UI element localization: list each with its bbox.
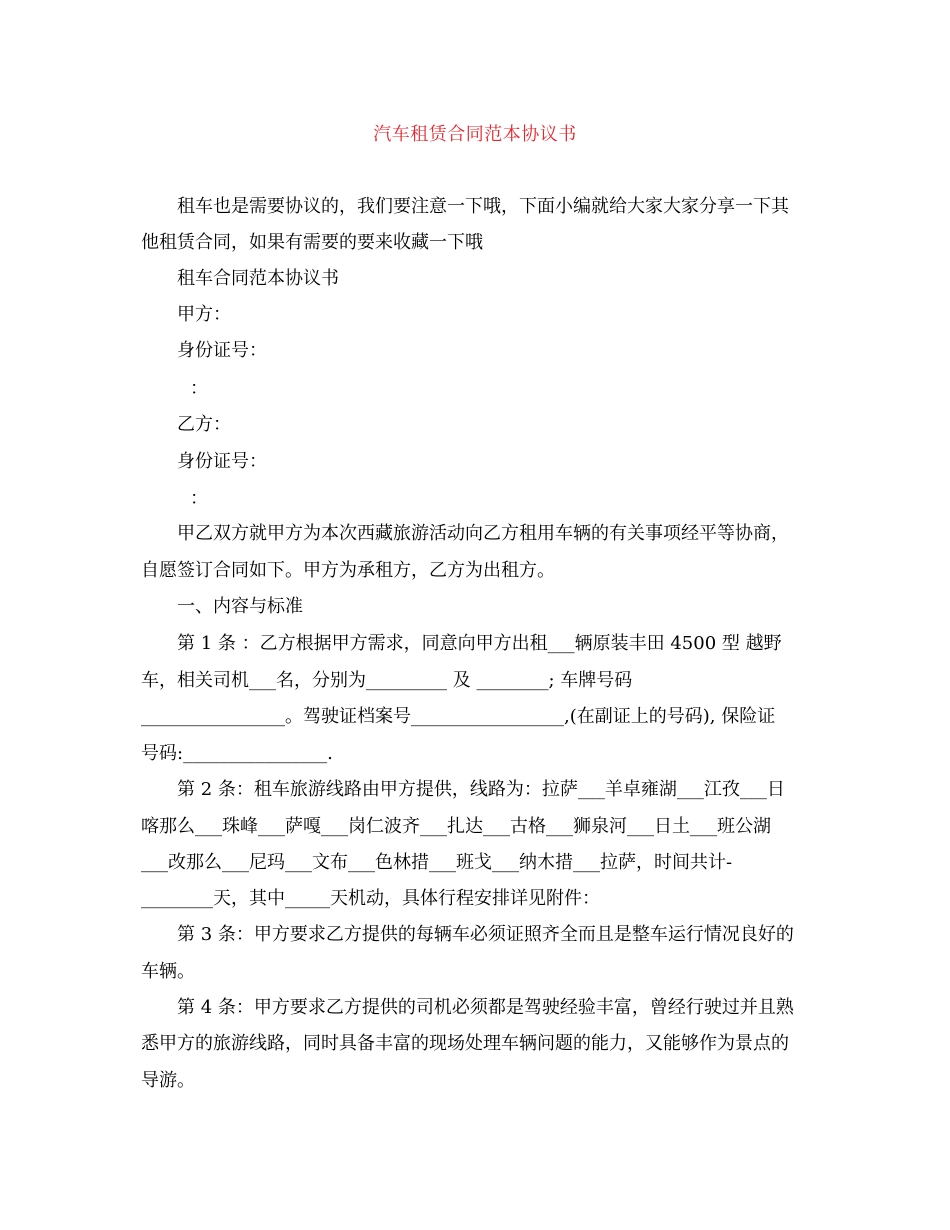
article-1-line-4: 号码:________________. bbox=[141, 743, 333, 764]
contract-heading: 租车合同范本协议书 bbox=[177, 268, 339, 289]
article-1-line-2: 车，相关司机___名，分别为_________ 及 ________; 车牌号码 bbox=[141, 670, 633, 691]
agreement-line-2: 自愿签订合同如下。甲方为承租方，乙方为出租方。 bbox=[141, 560, 555, 581]
party-a-blank-field: ： bbox=[190, 378, 208, 399]
article-4-line-1: 第 4 条：甲方要求乙方提供的司机必须都是驾驶经验丰富，曾经行驶过并且熟 bbox=[177, 997, 794, 1018]
party-a-label: 甲方： bbox=[177, 304, 231, 325]
article-3-line-1: 第 3 条：甲方要求乙方提供的每辆车必须证照齐全而且是整车运行情况良好的 bbox=[177, 924, 794, 945]
document-title: 汽车租赁合同范本协议书 bbox=[373, 124, 577, 145]
article-2-line-4: ________天，其中_____天机动，具体行程安排详见附件： bbox=[141, 888, 600, 909]
article-2-line-2: 喀那么___珠峰___萨嘎___岗仁波齐___扎达___古格___狮泉河___日土___班公湖 bbox=[141, 816, 771, 837]
article-3-line-2: 车辆。 bbox=[141, 961, 195, 982]
party-b-blank-field: ： bbox=[190, 488, 208, 509]
party-b-id-label: 身份证号： bbox=[177, 451, 267, 472]
intro-line-2: 他租赁合同，如果有需要的要来收藏一下哦 bbox=[141, 232, 483, 253]
article-4-line-2: 悉甲方的旅游线路，同时具备丰富的现场处理车辆问题的能力，又能够作为景点的 bbox=[141, 1033, 789, 1054]
article-1-line-3: ________________。驾驶证档案号_________________,(在副证上的号码), 保险证 bbox=[141, 706, 776, 727]
party-a-id-label: 身份证号： bbox=[177, 340, 267, 361]
intro-line-1: 租车也是需要协议的，我们要注意一下哦，下面小编就给大家大家分享一下其 bbox=[177, 196, 789, 217]
section-heading: 一、内容与标准 bbox=[177, 596, 303, 617]
party-b-label: 乙方： bbox=[177, 414, 231, 435]
article-2-line-1: 第 2 条：租车旅游线路由甲方提供，线路为：拉萨___羊卓雍湖___江孜___日 bbox=[177, 779, 785, 800]
article-4-line-3: 导游。 bbox=[141, 1070, 195, 1091]
agreement-line-1: 甲乙双方就甲方为本次西藏旅游活动向乙方租用车辆的有关事项经平等协商， bbox=[177, 523, 789, 544]
article-2-line-3: ___改那么___尼玛___文布___色林措___班戈___纳木措___拉萨，时间共计- bbox=[141, 852, 733, 873]
article-1-line-1: 第 1 条 ：乙方根据甲方需求，同意向甲方出租___辆原装丰田 4500 型 越野 bbox=[177, 633, 782, 654]
